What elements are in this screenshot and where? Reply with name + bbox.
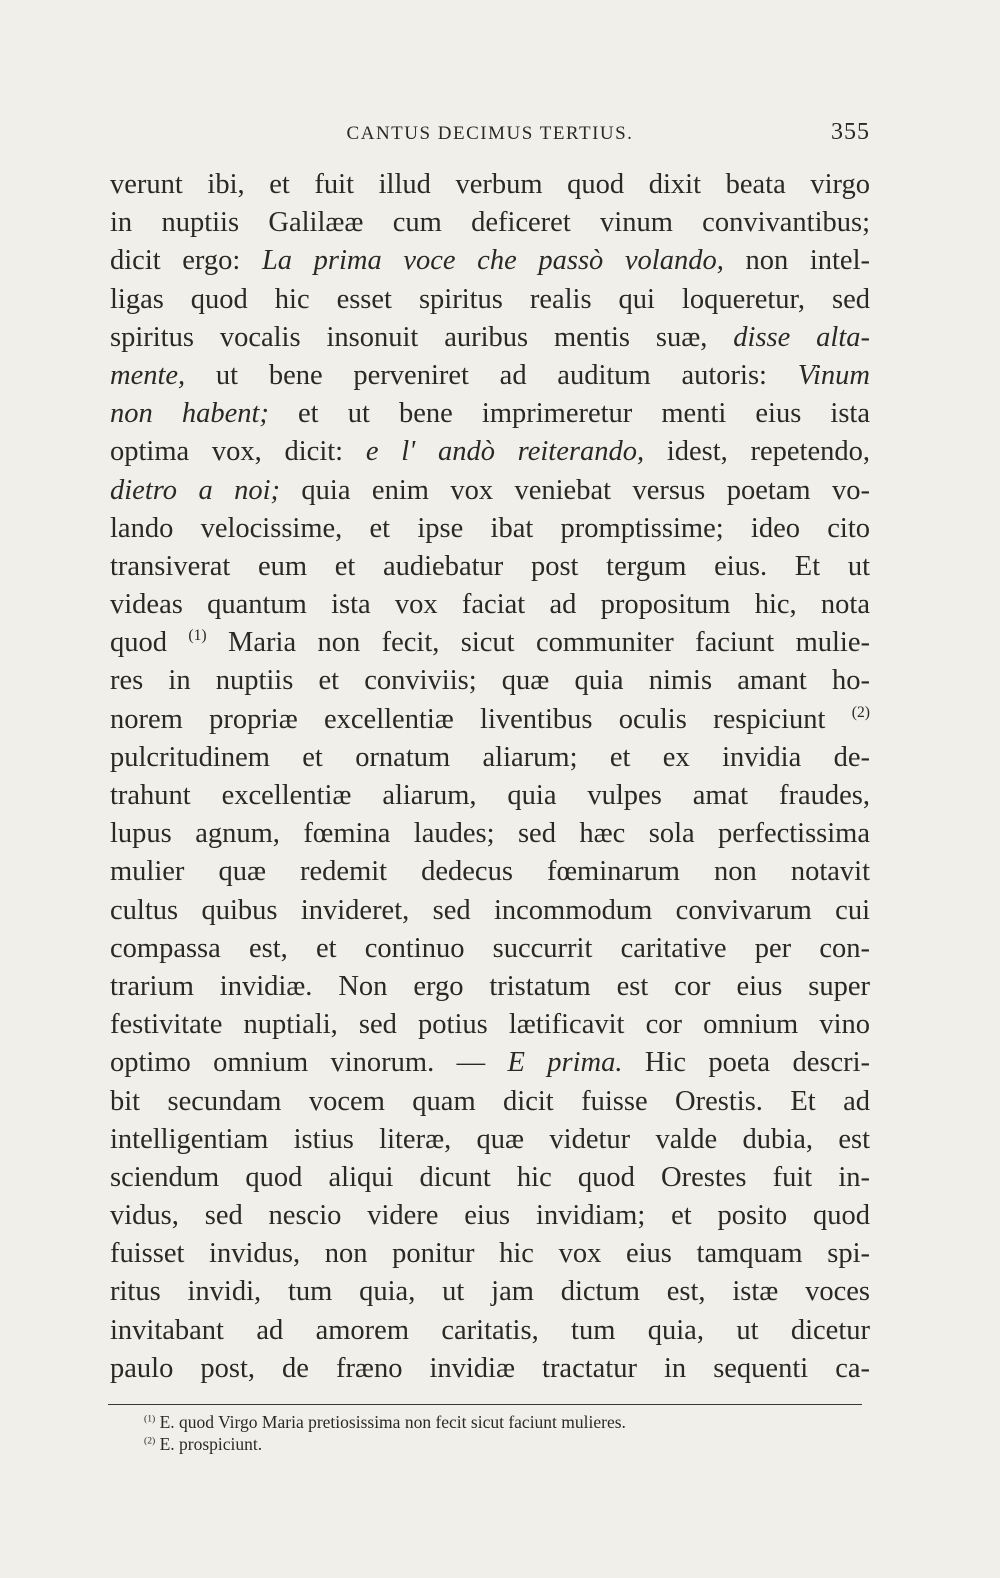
page-number: 355 (831, 119, 870, 145)
text-line (110, 624, 870, 662)
text-line (110, 777, 870, 815)
text-segment: quod (110, 627, 189, 659)
text-segment: optima vox, dicit: (110, 436, 366, 468)
text-line (110, 739, 870, 777)
footnote-reference: (2) (851, 703, 870, 721)
text-line (110, 433, 870, 471)
text-segment: videas quantum ista vox faciat ad propositum hic, nota (110, 589, 870, 621)
text-line (110, 204, 870, 242)
italic-quotation: mente, (110, 359, 186, 391)
italic-quotation: e l' andò reiterando, (365, 436, 645, 468)
italic-quotation: non habent; (110, 398, 269, 430)
text-segment: cultus quibus invideret, sed incommodum convivarum cui (110, 894, 870, 926)
text-segment: Hic poeta descri- (622, 1047, 870, 1079)
text-segment: trarium invidiæ. Non ergo tristatum est cor eius super (110, 970, 870, 1002)
text-segment: lupus agnum, fœmina laudes; sed hæc sola perfectissima (110, 818, 870, 850)
text-line (110, 968, 870, 1006)
text-segment: bit secundam vocem quam dicit fuisse Orestis. Et ad (110, 1085, 870, 1117)
text-segment: ligas quod hic esset spiritus realis qui loqueretur, sed (110, 283, 870, 315)
text-segment: res in nuptiis et conviviis; quæ quia nimis amant ho- (110, 665, 870, 697)
text-line (110, 548, 870, 586)
text-line (110, 892, 870, 930)
italic-quotation: dietro a noi; (110, 474, 281, 506)
text-line (110, 1273, 870, 1311)
text-line (110, 242, 870, 280)
text-line (110, 1044, 870, 1082)
text-line (110, 1197, 870, 1235)
text-segment: spiritus vocalis insonuit auribus mentis suæ, (110, 321, 734, 353)
text-segment: norem propriæ excellentiæ liventibus oculis respiciunt (110, 703, 852, 735)
text-line (110, 586, 870, 624)
text-line (110, 1006, 870, 1044)
text-segment: Maria non fecit, sicut communiter faciunt mulie- (206, 627, 870, 659)
footnote (144, 1433, 864, 1455)
running-title: CANTUS DECIMUS TERTIUS. (346, 123, 634, 144)
italic-quotation: disse alta- (733, 321, 871, 353)
text-segment: vidus, sed nescio videre eius invidiam; et posito quod (110, 1200, 870, 1232)
text-segment: optimo omnium vinorum. — (110, 1047, 508, 1079)
text-segment: quia enim vox veniebat versus poetam vo- (280, 474, 870, 506)
text-line (110, 1235, 870, 1273)
text-segment: intelligentiam istius literæ, quæ videtur valde dubia, est (110, 1123, 870, 1155)
text-segment: idest, repetendo, (644, 436, 870, 468)
italic-quotation: E prima. (507, 1047, 623, 1079)
text-segment: festivitate nuptiali, sed potius lætificavit cor omnium vino (110, 1009, 870, 1041)
text-segment: trahunt excellentiæ aliarum, quia vulpes amat fraudes, (110, 780, 870, 811)
text-segment: dicit ergo: (110, 245, 262, 277)
footnote-text: E. prospiciunt. (155, 1434, 263, 1454)
text-segment: sciendum quod aliqui dicunt hic quod Orestes fuit in- (110, 1161, 870, 1193)
text-segment: compassa est, et continuo succurrit caritative per con- (110, 932, 870, 964)
text-line (110, 853, 870, 891)
text-segment: et ut bene imprimeretur menti eius ista (268, 398, 870, 430)
text-segment: non intel- (723, 245, 870, 277)
footnote-reference: (1) (188, 627, 207, 645)
text-segment: lando velocissime, et ipse ibat promptissime; ideo cito (110, 512, 870, 544)
text-segment: mulier quæ redemit dedecus fœminarum non notavit (110, 856, 870, 888)
text-line (110, 395, 870, 433)
text-line (110, 281, 870, 319)
text-segment: transiverat eum et audiebatur post tergum eius. Et ut (110, 550, 870, 582)
italic-quotation: La prima voce che passò volando, (261, 245, 724, 277)
text-segment: pulcritudinem et ornatum aliarum; et ex invidia de- (110, 741, 870, 773)
footnote-mark: (1) (144, 1413, 156, 1425)
text-line (110, 815, 870, 853)
footnote-rule (108, 1404, 862, 1405)
text-line (110, 930, 870, 968)
text-line (110, 662, 870, 700)
text-line (110, 1312, 870, 1350)
running-head (110, 117, 870, 153)
text-segment: ut bene perveniret ad auditum autoris: (185, 359, 798, 391)
footnote (144, 1411, 864, 1433)
text-line (110, 1350, 870, 1388)
footnote-text: E. quod Virgo Maria pretiosissima non fecit sicut faciunt mulieres. (155, 1412, 626, 1432)
text-line (110, 701, 870, 739)
text-line (110, 319, 870, 357)
text-line (110, 166, 870, 204)
italic-quotation: Vinum (797, 359, 870, 391)
text-segment: verunt ibi, et fuit illud verbum quod dixit beata virgo (110, 169, 870, 200)
text-segment: paulo post, de fræno invidiæ tractatur in sequenti ca- (110, 1352, 870, 1384)
text-segment: ritus invidi, tum quia, ut jam dictum est, istæ voces (110, 1276, 870, 1308)
text-line (110, 1159, 870, 1197)
text-line (110, 472, 870, 510)
footnote-mark: (2) (144, 1435, 156, 1447)
body-text (110, 166, 870, 1388)
text-line (110, 1121, 870, 1159)
text-segment: invitabant ad amorem caritatis, tum quia, ut dicetur (110, 1314, 870, 1346)
footnotes (144, 1411, 864, 1455)
text-segment: in nuptiis Galilææ cum deficeret vinum convivantibus; (110, 207, 870, 239)
text-line (110, 510, 870, 548)
text-line (110, 357, 870, 395)
text-segment: fuisset invidus, non ponitur hic vox eius tamquam spi- (110, 1238, 870, 1270)
text-line (110, 1083, 870, 1121)
